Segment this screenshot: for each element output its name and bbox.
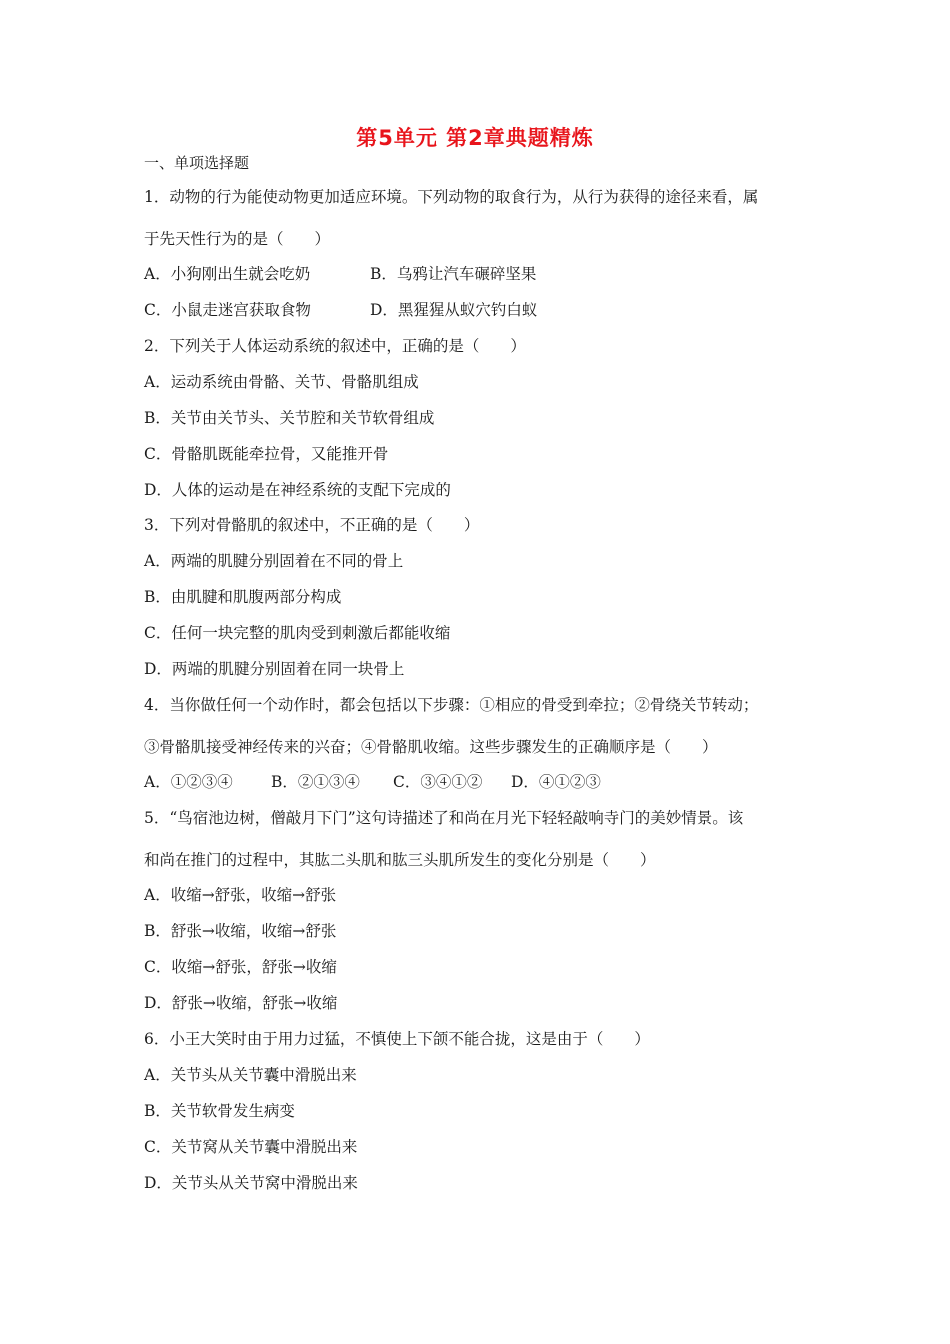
q4-option-a: A．①②③④ xyxy=(144,773,233,791)
q3-option-d: D．两端的肌腱分别固着在同一块骨上 xyxy=(144,660,405,678)
q3-option-a: A．两端的肌腱分别固着在不同的骨上 xyxy=(144,552,404,570)
q1-option-a: A．小狗刚出生就会吃奶 xyxy=(144,265,311,283)
q6-option-b: B．关节软骨发生病变 xyxy=(144,1102,295,1120)
section-heading: 一、单项选择题 xyxy=(144,154,250,172)
q1-option-c: C．小鼠走迷宫获取食物 xyxy=(144,301,311,319)
q2-option-c: C．骨骼肌既能牵拉骨，又能推开骨 xyxy=(144,445,389,463)
q4-option-d: D．④①②③ xyxy=(511,773,601,791)
page-title: 第5单元 第2章典题精炼 xyxy=(356,126,594,150)
q4-option-b: B．②①③④ xyxy=(271,773,360,791)
q5-stem-line-1: 5．“鸟宿池边树，僧敲月下门”这句诗描述了和尚在月光下轻轻敲响寺门的美妙情景。该 xyxy=(144,809,744,827)
q6-option-a: A．关节头从关节囊中滑脱出来 xyxy=(144,1066,357,1084)
q2-option-b: B．关节由关节头、关节腔和关节软骨组成 xyxy=(144,409,435,427)
q1-stem-line-1: 1．动物的行为能使动物更加适应环境。下列动物的取食行为，从行为获得的途径来看，属 xyxy=(144,188,759,206)
q6-option-d: D．关节头从关节窝中滑脱出来 xyxy=(144,1174,358,1192)
q5-option-c: C．收缩→舒张，舒张→收缩 xyxy=(144,958,337,976)
q6-stem: 6．小王大笑时由于用力过猛，不慎使上下颌不能合拢，这是由于（ ） xyxy=(144,1030,650,1048)
q2-option-a: A．运动系统由骨骼、关节、骨骼肌组成 xyxy=(144,373,419,391)
q4-option-c: C．③④①② xyxy=(393,773,483,791)
q5-option-b: B．舒张→收缩，收缩→舒张 xyxy=(144,922,337,940)
q5-option-d: D．舒张→收缩，舒张→收缩 xyxy=(144,994,338,1012)
q6-option-c: C．关节窝从关节囊中滑脱出来 xyxy=(144,1138,358,1156)
q1-option-d: D．黑猩猩从蚁穴钓白蚁 xyxy=(370,301,538,319)
q5-stem-line-2: 和尚在推门的过程中，其肱二头肌和肱三头肌所发生的变化分别是（ ） xyxy=(144,851,656,869)
q5-option-a: A．收缩→舒张，收缩→舒张 xyxy=(144,886,337,904)
q2-stem: 2．下列关于人体运动系统的叙述中，正确的是（ ） xyxy=(144,337,526,355)
q4-stem-line-1: 4．当你做任何一个动作时，都会包括以下步骤：①相应的骨受到牵拉；②骨绕关节转动； xyxy=(144,696,759,714)
q4-stem-line-2: ③骨骼肌接受神经传来的兴奋；④骨骼肌收缩。这些步骤发生的正确顺序是（ ） xyxy=(144,738,718,756)
q1-option-b: B．乌鸦让汽车碾碎坚果 xyxy=(370,265,537,283)
q2-option-d: D．人体的运动是在神经系统的支配下完成的 xyxy=(144,481,451,499)
q3-stem: 3．下列对骨骼肌的叙述中，不正确的是（ ） xyxy=(144,516,480,534)
q1-stem-line-2: 于先天性行为的是（ ） xyxy=(144,230,331,248)
q3-option-c: C．任何一块完整的肌肉受到刺激后都能收缩 xyxy=(144,624,451,642)
q3-option-b: B．由肌腱和肌腹两部分构成 xyxy=(144,588,342,606)
